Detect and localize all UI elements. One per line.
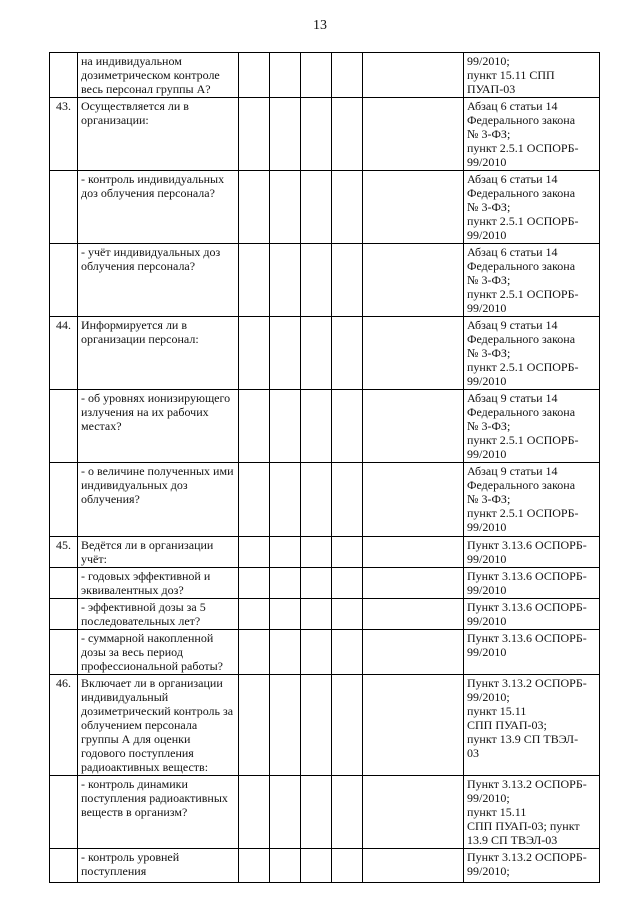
answer-cell [332,390,363,463]
item-number [50,171,78,244]
answer-cell [301,568,332,599]
question-cell: Осуществляется ли в организации: [78,98,239,171]
question-cell: - контроль динамики поступления радиоактивных веществ в организм? [78,776,239,849]
answer-cell [239,568,270,599]
answer-cell [301,390,332,463]
reference-line: Абзац 6 статьи 14 [467,172,558,186]
reference-line: Пункт 3.13.6 ОСПОРБ- [467,600,587,614]
item-number [50,53,78,98]
reference-line: Абзац 9 статьи 14 [467,464,558,478]
reference-line: 99/2010 [467,447,507,461]
table-row [50,568,600,599]
answer-cell [332,463,363,537]
answer-cell [363,53,464,98]
reference-cell [464,98,600,171]
answer-cell [301,317,332,390]
item-number [50,630,78,675]
checklist-body [50,53,600,883]
answer-cell [301,776,332,849]
answer-cell [239,390,270,463]
reference-line: пункт 15.11 СПП [467,68,555,82]
answer-cell [363,171,464,244]
table-row [50,849,600,883]
item-number [50,849,78,883]
reference-cell [464,776,600,849]
answer-cell [332,630,363,675]
reference-cell [464,675,600,776]
answer-cell [363,537,464,568]
item-number [50,776,78,849]
answer-cell [239,463,270,537]
answer-cell [239,599,270,630]
answer-cell [301,599,332,630]
reference-line: Абзац 6 статьи 14 [467,99,558,113]
reference-line: Федерального закона [467,332,576,346]
table-row [50,776,600,849]
reference-line: 99/2010; [467,54,510,68]
answer-cell [270,599,301,630]
table-row [50,599,600,630]
reference-line: Пункт 3.13.6 ОСПОРБ- [467,569,587,583]
question-cell: - эффективной дозы за 5 последовательных лет? [78,599,239,630]
answer-cell [239,317,270,390]
reference-line: 99/2010 [467,552,507,566]
answer-cell [363,568,464,599]
reference-line: № 3-ФЗ; [467,419,511,433]
answer-cell [363,630,464,675]
answer-cell [363,776,464,849]
reference-cell [464,53,600,98]
reference-line: Федерального закона [467,478,576,492]
answer-cell [239,776,270,849]
answer-cell [332,776,363,849]
question-cell: - суммарной накопленной дозы за весь период профессиональной работы? [78,630,239,675]
reference-cell [464,849,600,883]
reference-cell [464,317,600,390]
answer-cell [270,53,301,98]
answer-cell [301,675,332,776]
reference-line: пункт 15.11 [467,805,527,819]
answer-cell [363,675,464,776]
answer-cell [239,630,270,675]
question-cell: - контроль индивидуальных доз облучения персонала? [78,171,239,244]
reference-line: 99/2010 [467,614,507,628]
answer-cell [239,537,270,568]
answer-cell [270,849,301,883]
answer-cell [239,244,270,317]
question-cell: на индивидуальном дозиметрическом контроле весь персонал группы А? [78,53,239,98]
reference-line: Пункт 3.13.2 ОСПОРБ- [467,777,587,791]
reference-line: Абзац 9 статьи 14 [467,318,558,332]
answer-cell [363,317,464,390]
reference-cell [464,599,600,630]
table-row [50,390,600,463]
page-number: 13 [313,18,327,33]
reference-cell [464,463,600,537]
answer-cell [363,390,464,463]
reference-cell [464,630,600,675]
item-number: 46. [50,675,78,776]
reference-cell [464,390,600,463]
answer-cell [270,244,301,317]
reference-line: 99/2010 [467,645,507,659]
reference-line: Федерального закона [467,405,576,419]
answer-cell [270,317,301,390]
reference-line: 99/2010 [467,583,507,597]
answer-cell [239,849,270,883]
reference-line: пункт 2.5.1 ОСПОРБ- [467,506,579,520]
question-cell: Информируется ли в организации персонал: [78,317,239,390]
reference-line: Федерального закона [467,259,576,273]
answer-cell [270,463,301,537]
answer-cell [332,98,363,171]
table-row [50,675,600,776]
item-number: 43. [50,98,78,171]
answer-cell [270,537,301,568]
reference-cell [464,244,600,317]
reference-line: 99/2010 [467,228,507,242]
reference-line: пункт 2.5.1 ОСПОРБ- [467,360,579,374]
answer-cell [332,317,363,390]
reference-line: Пункт 3.13.2 ОСПОРБ- [467,850,587,864]
reference-cell [464,171,600,244]
table-row [50,463,600,537]
item-number [50,568,78,599]
reference-line: ПУАП-03 [467,82,516,96]
answer-cell [332,568,363,599]
question-cell: - контроль уровней поступления [78,849,239,883]
answer-cell [301,463,332,537]
item-number: 45. [50,537,78,568]
answer-cell [332,675,363,776]
reference-cell [464,568,600,599]
item-number [50,463,78,537]
reference-line: 99/2010 [467,301,507,315]
answer-cell [301,849,332,883]
checklist-table [49,52,600,883]
table-row [50,244,600,317]
reference-cell [464,537,600,568]
reference-line: 13.9 СП ТВЭЛ-03 [467,833,558,847]
answer-cell [301,53,332,98]
answer-cell [363,849,464,883]
answer-cell [301,244,332,317]
reference-line: 99/2010 [467,374,507,388]
answer-cell [270,98,301,171]
reference-line: 99/2010; [467,791,510,805]
reference-line: Федерального закона [467,186,576,200]
item-number [50,390,78,463]
answer-cell [270,776,301,849]
reference-line: Пункт 3.13.2 ОСПОРБ- [467,676,587,690]
table-row [50,317,600,390]
question-cell: - годовых эффективной и эквивалентных доз? [78,568,239,599]
table-row [50,171,600,244]
question-cell: Включает ли в организации индивидуальный дозиметрический контроль за облучением персонала группы А для оценки годового поступления радиоактивных веществ: [78,675,239,776]
reference-line: 03 [467,746,479,760]
answer-cell [363,599,464,630]
reference-line: Пункт 3.13.6 ОСПОРБ- [467,538,587,552]
answer-cell [332,53,363,98]
answer-cell [270,171,301,244]
reference-line: Пункт 3.13.6 ОСПОРБ- [467,631,587,645]
answer-cell [301,98,332,171]
answer-cell [363,98,464,171]
answer-cell [332,849,363,883]
reference-line: 99/2010; [467,864,510,878]
answer-cell [239,98,270,171]
reference-line: № 3-ФЗ; [467,346,511,360]
reference-line: пункт 15.11 [467,704,527,718]
reference-line: Абзац 6 статьи 14 [467,245,558,259]
question-cell: - об уровнях ионизирующего излучения на их рабочих местах? [78,390,239,463]
question-cell: Ведётся ли в организации учёт: [78,537,239,568]
answer-cell [332,171,363,244]
answer-cell [332,537,363,568]
table-row [50,98,600,171]
answer-cell [270,390,301,463]
answer-cell [332,244,363,317]
reference-line: пункт 2.5.1 ОСПОРБ- [467,214,579,228]
answer-cell [239,53,270,98]
reference-line: № 3-ФЗ; [467,492,511,506]
reference-line: № 3-ФЗ; [467,273,511,287]
answer-cell [363,463,464,537]
reference-line: 99/2010; [467,690,510,704]
reference-line: № 3-ФЗ; [467,127,511,141]
reference-line: 99/2010 [467,520,507,534]
item-number [50,599,78,630]
reference-line: Федерального закона [467,113,576,127]
answer-cell [332,599,363,630]
reference-line: № 3-ФЗ; [467,200,511,214]
reference-line: пункт 13.9 СП ТВЭЛ- [467,732,579,746]
reference-line: пункт 2.5.1 ОСПОРБ- [467,287,579,301]
table-row [50,630,600,675]
question-cell: - о величине полученных ими индивидуальных доз облучения? [78,463,239,537]
answer-cell [270,630,301,675]
reference-line: пункт 2.5.1 ОСПОРБ- [467,141,579,155]
item-number: 44. [50,317,78,390]
table-row [50,537,600,568]
answer-cell [270,568,301,599]
question-cell: - учёт индивидуальных доз облучения персонала? [78,244,239,317]
item-number [50,244,78,317]
table-row [50,53,600,98]
reference-line: 99/2010 [467,155,507,169]
reference-line: пункт 2.5.1 ОСПОРБ- [467,433,579,447]
answer-cell [301,537,332,568]
answer-cell [301,171,332,244]
reference-line: Абзац 9 статьи 14 [467,391,558,405]
answer-cell [239,171,270,244]
answer-cell [239,675,270,776]
answer-cell [270,675,301,776]
answer-cell [301,630,332,675]
reference-line: СПП ПУАП-03; [467,718,547,732]
reference-line: СПП ПУАП-03; пункт [467,819,580,833]
answer-cell [363,244,464,317]
